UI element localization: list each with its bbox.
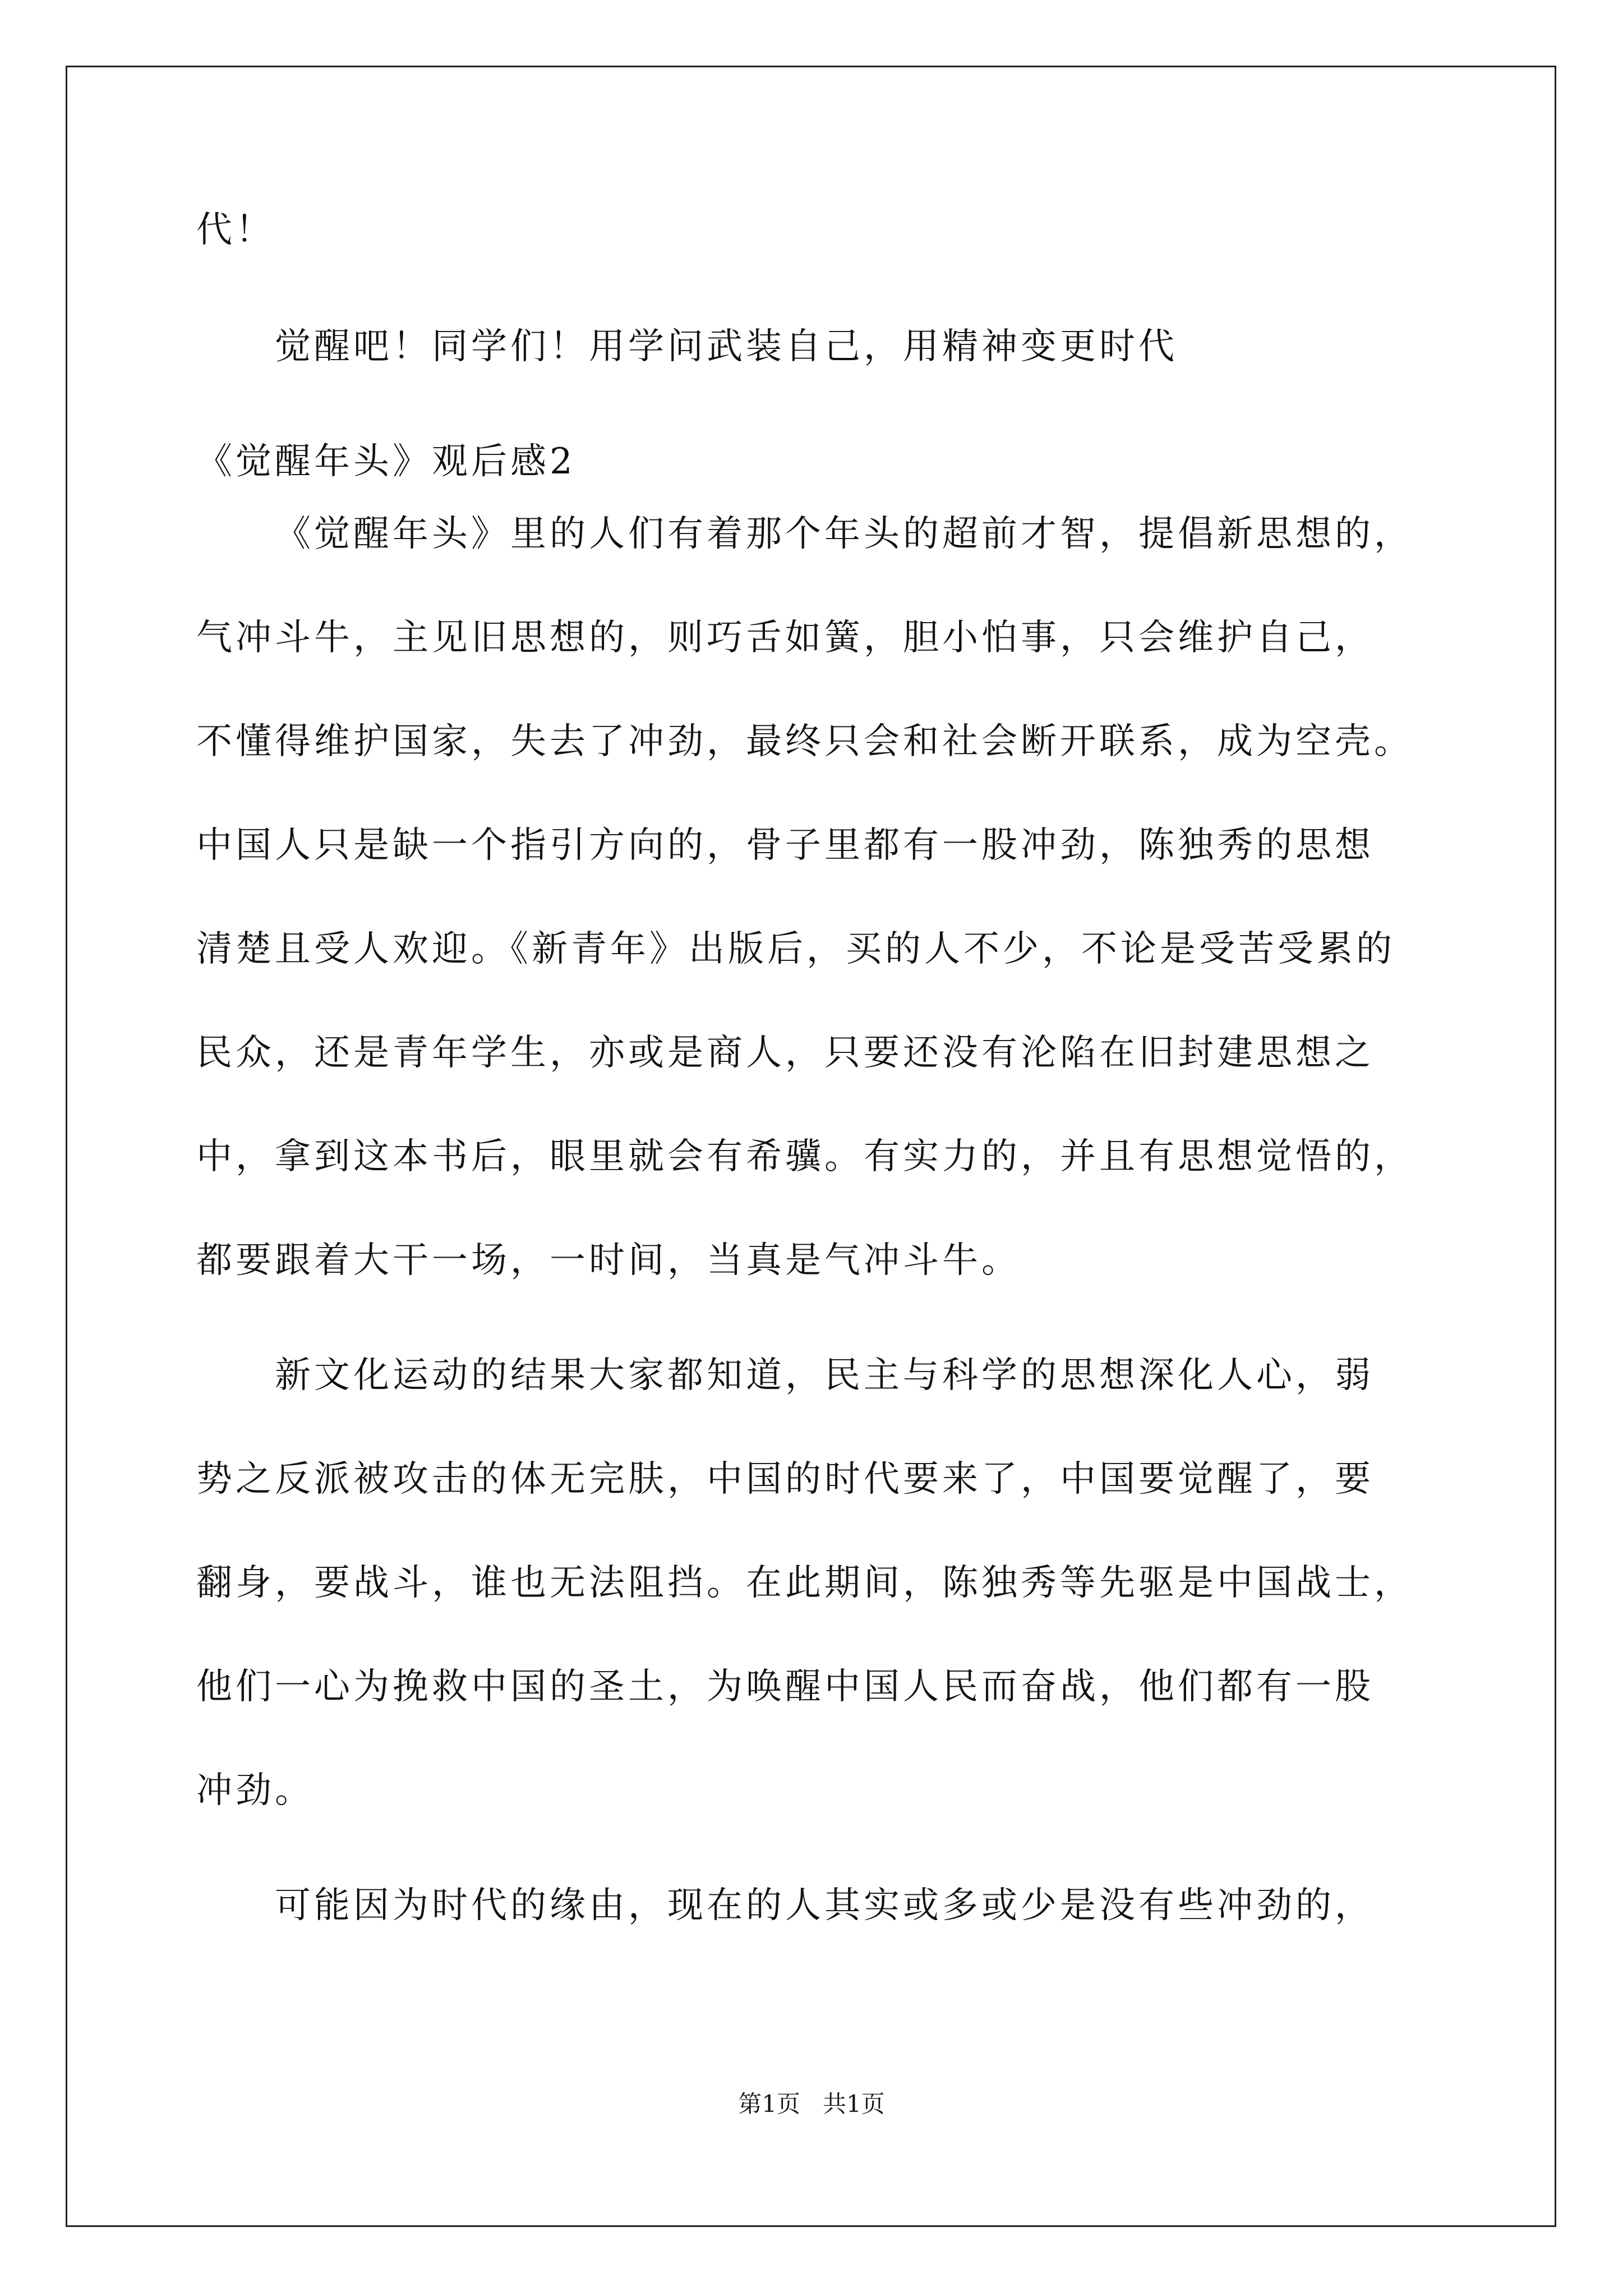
text-line-7: 中国人只是缺一个指引方向的，骨子里都有一股冲劲，陈独秀的思想 (196, 825, 1374, 866)
text-line-16: 冲劲。 (196, 1770, 314, 1811)
text-line-13: 势之反派被攻击的体无完肤，中国的时代要来了，中国要觉醒了，要 (196, 1458, 1374, 1500)
text-line-6: 不懂得维护国家，失去了冲劲，最终只会和社会断开联系，成为空壳。 (196, 721, 1413, 762)
text-line-8: 清楚且受人欢迎。《新青年》出版后，买的人不少，不论是受苦受累的 (196, 928, 1395, 970)
text-line-2: 觉醒吧！同学们！用学问武装自己，用精神变更时代 (275, 326, 1178, 367)
text-line-9: 民众，还是青年学生，亦或是商人，只要还没有沦陷在旧封建思想之 (196, 1032, 1374, 1074)
section-title: 《觉醒年头》观后感2 (196, 441, 576, 482)
text-line-11: 都要跟着大干一场，一时间，当真是气冲斗牛。 (196, 1240, 1021, 1281)
text-line-1: 代！ (196, 209, 275, 251)
page-footer: 第1页 共1页 (738, 2090, 885, 2118)
text-line-15: 他们一心为挽救中国的圣土，为唤醒中国人民而奋战，他们都有一股 (196, 1666, 1374, 1708)
text-line-10: 中，拿到这本书后，眼里就会有希骥。有实力的，并且有思想觉悟的， (196, 1136, 1413, 1177)
text-line-17: 可能因为时代的缘由，现在的人其实或多或少是没有些冲劲的， (275, 1885, 1374, 1926)
text-line-5: 气冲斗牛，主见旧思想的，则巧舌如簧，胆小怕事，只会维护自己， (196, 617, 1374, 659)
text-line-14: 翻身，要战斗，谁也无法阻挡。在此期间，陈独秀等先驱是中国战士， (196, 1562, 1413, 1604)
text-line-4: 《觉醒年头》里的人们有着那个年头的超前才智，提倡新思想的， (275, 513, 1413, 555)
text-line-12: 新文化运动的结果大家都知道，民主与科学的思想深化人心，弱 (275, 1355, 1374, 1396)
